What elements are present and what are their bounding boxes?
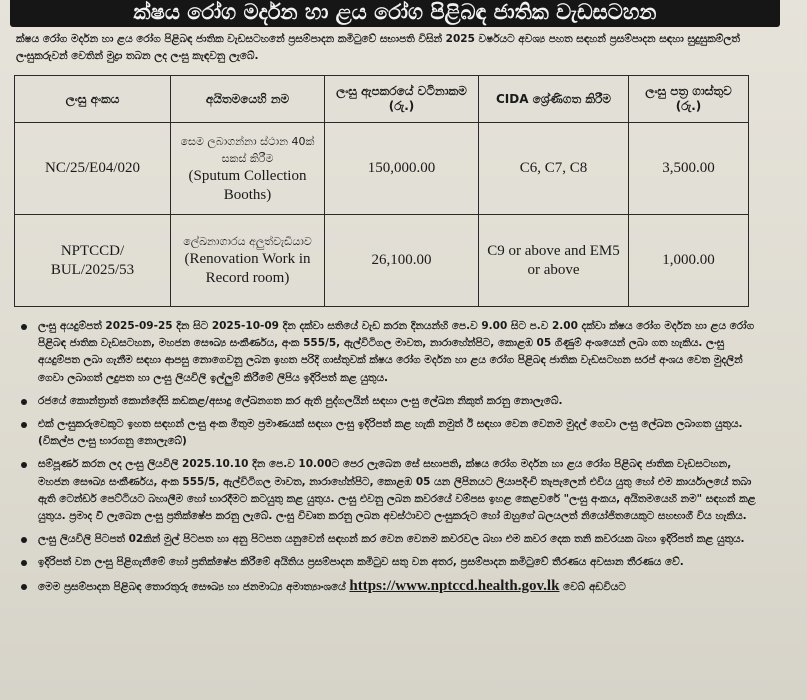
bullet-text: ඉදිරිපත් වන ලංසු පිළිගැනීමේ හෝ ප්‍රතික්ෂේප කිරීමේ අයිතිය ප්‍රසම්පාදන කමිටුව සතු වන අතර, ප්‍රසම්පාදන කමිටුවේ තීරණය අවසාන තීරණය වේ.	[38, 556, 684, 569]
table-header-row	[15, 76, 749, 123]
header-cida-grade: CIDA ශ්‍රේණිගත කිරීම	[479, 76, 629, 123]
item-name-english: (Sputum Collection Booths)	[188, 167, 307, 203]
bullet-icon	[21, 584, 27, 590]
item-name-sinhala: සෙම ලබාගන්නා ස්ථාන 40ක් සකස් කිරීම	[180, 134, 315, 165]
bid-no-cell: NC/25/E04/020	[15, 123, 171, 215]
bullet-text: රජයේ කොන්ත්‍රාත් කොන්දේසි කඩකළ/අසාදු ලේඛනගත කර ඇති පුද්ගලයින් සඳහා ලංසු ලේඛන නිකුත් කරනු නොලැබේ.	[38, 394, 563, 407]
bid-fee-cell: 1,000.00	[629, 215, 749, 307]
bullet-text: ලංසු අයදුම්පත් 2025-09-25 දින සිට 2025-10-09 දින දක්වා සතියේ වැඩ කරන දිනයන්හි පෙ.ව 9.00 සිට ප.ව 2.00 දක්වා ක්ෂය රෝග මර්දන හා ළය රෝග පිළිබඳ ජාතික වැඩසටහන, මහජන සෞඛ්‍ය සංකීර්ණය, අංක 555/5, ඇල්විටිගල මාවත, නාරාහේන්පිට, කොළඹ 05 ගිණුම් අංශයෙන් ලබා ගත හැකිය. ලංසු අයදුම්පත ලබා ගැනීම සඳහා ආපසු නොගෙවනු ලබන ඉහත පරිදි ගාස්තුවක් ක්ෂය රෝග මර්දන හා ළය රෝග පිළිබඳ ජාතික වැඩසටහන සරප් අංශය වෙත මුදලින් ගෙවා ලබාගත් ලදුපත හා ලංසු ලියවිලි ඉල්ලුම් කිරීමේ ලිපිය ඉදිරිපත් කළ යුතුය.	[38, 320, 755, 384]
bid-fee-cell: 3,500.00	[629, 123, 749, 215]
list-item	[14, 393, 764, 410]
list-item	[14, 416, 764, 450]
bullet-icon	[21, 560, 27, 566]
website-link[interactable]: https://www.nptccd.health.gov.lk	[349, 577, 560, 594]
list-item	[14, 318, 764, 387]
notice-title: ක්ෂය රෝග මර්දන හා ළය රෝග පිළිබඳ ජාතික වැඩසටහන	[10, 0, 780, 27]
bullet-text-tail: වෙබ් අඩවියට	[563, 580, 626, 593]
header-item-name: අයිතමයෙහි නම	[171, 76, 325, 123]
list-item	[14, 456, 764, 525]
item-name-cell	[171, 215, 325, 307]
bid-security-cell: 26,100.00	[325, 215, 479, 307]
item-name-cell	[171, 123, 325, 215]
tender-table	[14, 75, 749, 307]
item-name-english: (Renovation Work in Record room)	[184, 251, 311, 286]
list-item	[14, 554, 764, 571]
bullet-icon	[21, 399, 27, 405]
bullet-icon	[21, 422, 27, 428]
bullet-text: සම්පූර්ණ කරන ලද ලංසු ලියවිලි 2025.10.10 දින පෙ.ව 10.00ට පෙර ලැබෙන සේ සභාපති, ක්ෂය රෝග මර්දන හා ළය රෝග පිළිබඳ ජාතික වැඩසටහන, මහජන සෞඛ්‍ය සංකීර්ණය, අංක 555/5, ඇල්විටිගල මාවත, නාරාහේන්පිට, කොළඹ 05 යන ලිපිනයට ලියාපදිංචි තැපැලෙන් එවිය යුතු හෝ එම කාර්යාලයේ තබා ඇති ටෙන්ඩර් පෙට්ටියට බහාලීම හෝ භාරදීමට කටයුතු කළ යුතුය. ලංසු එවනු ලබන කවරයේ වම්පස ඉහළ කෙළවරේ "ලංසු අංකය, අයිතමයෙහි නම" සඳහන් කළ යුතුය. ප්‍රමාද වී ලැබෙන ලංසු ප්‍රතික්ෂේප කරනු ලැබේ. ලංසු විවෘත කරනු ලබන අවස්ථාවට ලංසුකරුට හෝ ඔහුගේ බලයලත් නියෝජිතයෙකුට සහභාගී විය හැකිය.	[38, 458, 756, 523]
table-row	[15, 215, 749, 307]
header-bid-no: ලංසු අංකය	[15, 76, 171, 123]
bullet-icon	[21, 324, 27, 330]
bullet-text: එක් ලංසුකරුවෙකුට ඉහත සඳහන් ලංසු අංක මිතුම ප්‍රමාණයක් සඳහා ලංසු ඉදිරිපත් කළ හැකි නමුත් ඊ සඳහා වෙන වෙනම මුදල් ගෙවා ලංසු ලේඛන ලබාගත යුතුය. (විකල්ප ලංසු භාරගනු නොලැබේ)	[38, 418, 743, 448]
bullet-text: මෙම ප්‍රසම්පාදන පිළිබඳ තොරතුරු සෞඛ්‍ය හා ජනමාධ්‍ය අමාත්‍යාංශයේ	[38, 580, 346, 593]
list-item	[14, 531, 764, 548]
bullet-icon	[21, 462, 27, 468]
header-bid-fee: ලංසු පත්‍ර ගාස්තුව (රු.)	[629, 76, 749, 123]
item-name-sinhala: ලේඛනාගාරය අලුත්වැඩියාව	[183, 235, 312, 248]
table-row	[15, 123, 749, 215]
bid-security-cell: 150,000.00	[325, 123, 479, 215]
list-item	[14, 578, 764, 596]
bid-no-cell: NPTCCD/ BUL/2025/53	[15, 215, 171, 307]
intro-paragraph: ක්ෂය රෝග මර්දන හා ළය රෝග පිළිබඳ ජාතික වැඩසටහනේ ප්‍රසම්පාදන කමිටුවේ සභාපති විසින් 2025 වර්ෂයට අවශ්‍ය පහත සඳහන් ප්‍රසම්පාදන සඳහා සුදුසුකම්ලත් ලංසුකරුවන් වෙතින් මුද්‍රා තබන ලද ලංසු කැඳවනු ලැබේ.	[16, 33, 740, 62]
bullet-icon	[21, 537, 27, 543]
conditions-list	[14, 318, 764, 602]
bullet-text: ලංසු ලියවිලි පිටපත් 02කින් මුල් පිටපත හා අනු පිටපත යනුවෙන් සඳහන් කර වෙන වෙනම කවරවල බහා එම කවර දෙක තනි කවරයක බහා ඉදිරිපත් කළ යුතුය.	[38, 533, 745, 546]
cida-cell: C9 or above and EM5 or above	[479, 215, 629, 307]
header-bid-security: ලංසු ඇපකරයේ වටිනාකම (රු.)	[325, 76, 479, 123]
cida-cell: C6, C7, C8	[479, 123, 629, 215]
